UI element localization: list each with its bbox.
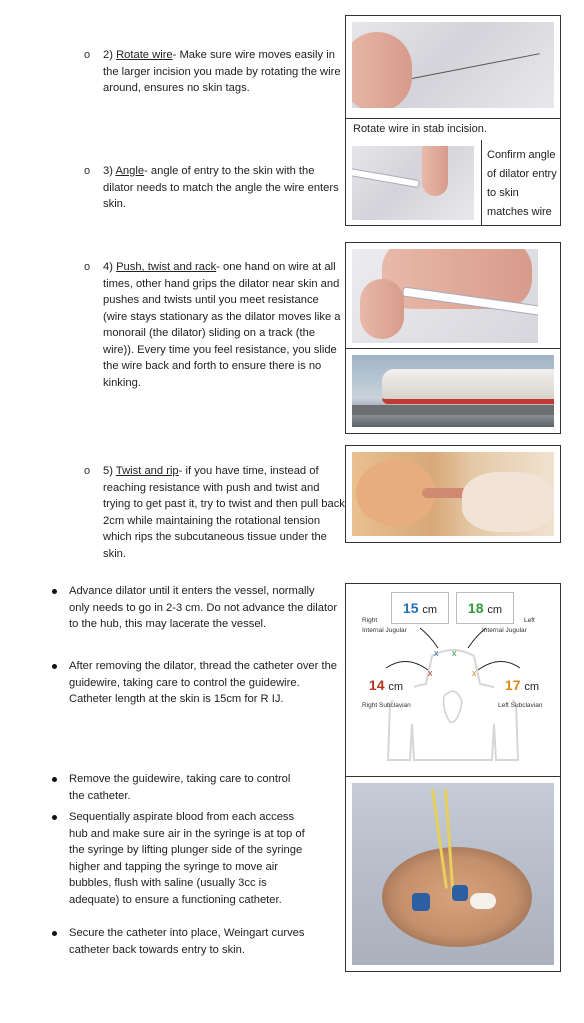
monorail-track-image bbox=[352, 405, 554, 415]
step-marker: o bbox=[84, 49, 91, 61]
step-body: - angle of entry to the skin with the dilator needs to match the angle the wire enters skin. bbox=[103, 165, 339, 210]
bullet-text: Secure the catheter into place, Weingart curves catheter back towards entry to skin. bbox=[69, 927, 305, 956]
step-twist-rip bbox=[84, 463, 346, 562]
bullet-dot bbox=[52, 777, 57, 782]
step-number: 5) bbox=[103, 465, 113, 477]
step-number: 3) bbox=[103, 165, 113, 177]
rsc-label: Right Subclavian bbox=[362, 702, 411, 709]
bullet-aspirate-flush bbox=[52, 809, 338, 908]
bullet-text: After removing the dilator, thread the catheter over the guidewire, taking care to control the guidewire. Catheter length at the skin is 15cm for R IJ. bbox=[69, 660, 338, 705]
rsc-length-unit: cm bbox=[388, 681, 404, 693]
secured-catheter-figure bbox=[345, 776, 561, 972]
lij-insertion-mark: x bbox=[452, 648, 457, 658]
rsc-length-box bbox=[358, 670, 414, 700]
lsc-label: Left Subclavian bbox=[498, 702, 543, 709]
step-title: Push, twist and rack bbox=[116, 261, 217, 273]
step-marker: o bbox=[84, 261, 91, 273]
finger-image bbox=[360, 279, 404, 339]
bullet-remove-guidewire bbox=[52, 771, 338, 804]
twist-rip-photo bbox=[352, 452, 554, 536]
secured-catheter-photo bbox=[352, 783, 554, 965]
angle-figure bbox=[345, 140, 561, 226]
step-body: - Make sure wire moves easily in the larger incision you made by rotating the wire around, ensures no skin tags. bbox=[103, 49, 341, 94]
push-twist-figure bbox=[345, 242, 561, 350]
step-title: Angle bbox=[115, 165, 145, 177]
step-number: 2) bbox=[103, 49, 113, 61]
step-angle bbox=[84, 163, 346, 213]
lij-length-value: 18 bbox=[467, 600, 484, 616]
monorail-train-image bbox=[382, 369, 554, 404]
lij-length-box bbox=[456, 592, 514, 624]
catheter-length-diagram bbox=[345, 583, 561, 777]
angle-photo bbox=[352, 146, 474, 220]
monorail-figure bbox=[345, 348, 561, 434]
step-text bbox=[103, 463, 346, 562]
rij-label-vessel: Internal Jugular bbox=[362, 627, 407, 634]
lsc-insertion-mark: x bbox=[472, 668, 477, 678]
finger-image bbox=[422, 146, 448, 196]
monorail-photo bbox=[352, 355, 554, 427]
rij-label-side: Right bbox=[362, 617, 378, 624]
rotate-wire-caption: Rotate wire in stab incision. bbox=[353, 123, 487, 135]
bullet-dot bbox=[52, 589, 57, 594]
dilator-push-photo bbox=[352, 249, 538, 343]
guidewire-image bbox=[412, 53, 540, 79]
step-push-twist-rack bbox=[84, 259, 346, 391]
rij-length-box bbox=[391, 592, 449, 624]
lsc-length-value: 17 bbox=[504, 677, 521, 693]
lij-label-side: Left bbox=[524, 617, 535, 624]
bullet-advance-dilator bbox=[52, 583, 338, 633]
step-rotate-wire bbox=[84, 47, 346, 97]
rsc-length-value: 14 bbox=[368, 677, 385, 693]
step-title: Twist and rip bbox=[115, 465, 179, 477]
bullet-dot bbox=[52, 664, 57, 669]
step-body: - one hand on wire at all times, other hand grips the dilator near skin and pushes and twists until you meet resistance (wire stays stationary as the dilator moves like a monorail (the dilator) sliding on a track (the wire)). Every time you feel resistance, you slide the wire back and forth to ensure there is no kinking. bbox=[103, 261, 341, 389]
bullet-text: Advance dilator until it enters the vessel, normally only needs to go in 2-3 cm. Do not advance the dilator to the hub, this may lacerate the vessel. bbox=[69, 585, 338, 630]
rotate-wire-photo bbox=[352, 22, 554, 108]
bullet-text: Remove the guidewire, taking care to control the catheter. bbox=[69, 773, 291, 802]
step-text bbox=[103, 259, 346, 391]
rsc-insertion-mark: x bbox=[428, 668, 433, 678]
step-number: 4) bbox=[103, 261, 113, 273]
bullet-dot bbox=[52, 815, 57, 820]
bullet-thread-catheter bbox=[52, 658, 338, 708]
bullet-text: Sequentially aspirate blood from each access hub and make sure air in the syringe is at top of the syringe by lifting plunger side of the syringe higher and tapping the syringe to move air bubbles, flush with saline (usually 3cc is adequate) to ensure a functioning catheter. bbox=[69, 811, 305, 906]
rij-length-value: 15 bbox=[402, 600, 419, 616]
step-text bbox=[103, 163, 346, 213]
catheter-hub-image bbox=[412, 893, 430, 911]
rij-length-unit: cm bbox=[422, 604, 438, 616]
bullet-dot bbox=[52, 931, 57, 936]
rotate-wire-figure bbox=[345, 15, 561, 142]
lij-length-unit: cm bbox=[487, 604, 503, 616]
dilator-image bbox=[352, 168, 420, 188]
lij-label-vessel: Internal Jugular bbox=[482, 627, 527, 634]
step-body: - if you have time, instead of reaching resistance with push and twist and trying to get past it, try to twist and then pull back 2cm while maintaining the rotational tension which rips the subcutaneous tissue under the skin. bbox=[103, 465, 345, 560]
step-title: Rotate wire bbox=[116, 49, 173, 61]
catheter-hub-image bbox=[452, 885, 468, 901]
twist-rip-figure bbox=[345, 445, 561, 543]
finger-image bbox=[352, 32, 412, 108]
lsc-length-box bbox=[494, 670, 550, 700]
step-marker: o bbox=[84, 165, 91, 177]
rij-insertion-mark: x bbox=[434, 648, 439, 658]
catheter-clamp-image bbox=[470, 893, 496, 909]
angle-caption: Confirm angle of dilator entry to skin matches wire bbox=[487, 149, 557, 218]
lsc-length-unit: cm bbox=[524, 681, 540, 693]
glove-hand-image bbox=[462, 472, 554, 532]
bullet-secure-catheter bbox=[52, 925, 338, 958]
step-text bbox=[103, 47, 346, 97]
step-marker: o bbox=[84, 465, 91, 477]
